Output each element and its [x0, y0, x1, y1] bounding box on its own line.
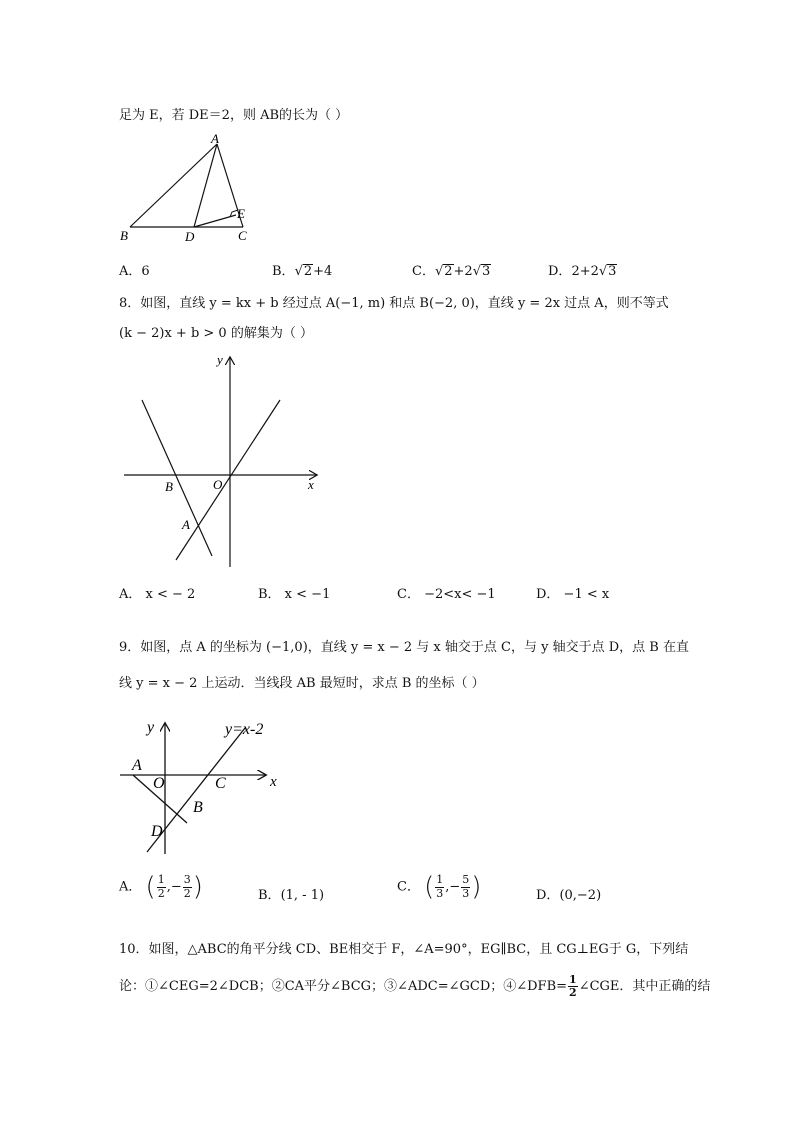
- q8-option-b[interactable]: B． x < −1: [258, 587, 331, 602]
- q10-line-2: 论：①∠CEG=2∠DCB；②CA平分∠BCG；③∠ADC=∠GCD；④∠DFB= $\frac{1}{2}$ ∠CGE．其中正确的结: [119, 973, 711, 1000]
- q9-label-b: B: [193, 799, 203, 816]
- q7-text: 足为 E，若 DE＝2，则 AB的长为（ ）: [119, 108, 349, 123]
- q9-graph-figure: [115, 712, 290, 858]
- q7-option-d[interactable]: D．2+2√3: [548, 264, 617, 279]
- q8-option-d[interactable]: D． −1 < x: [536, 587, 610, 602]
- q9-label-line: y=x-2: [225, 721, 264, 738]
- q7-option-c[interactable]: C．√2+2√3: [412, 264, 491, 279]
- q8-label-x: x: [308, 477, 314, 492]
- sqrt-sign: √: [472, 264, 481, 279]
- q9-label-d: D: [151, 823, 163, 840]
- q9-option-c[interactable]: C． ( $\frac{1}{3}$ ,− $\frac{5}{3}$ ): [397, 872, 482, 902]
- sqrt-sign: √: [434, 264, 444, 279]
- q8-line-2: (k − 2)x + b > 0 的解集为（ ）: [119, 326, 313, 341]
- q10-line-1: 10．如图，△ABC的角平分线 CD、BE相交于 F，∠A=90°，EG∥BC，且 CG⊥EG于 G，下列结: [119, 942, 689, 957]
- q9-label-c: C: [215, 775, 226, 792]
- q8-label-a: A: [182, 517, 190, 532]
- half-fraction: $\frac{1}{2}$: [569, 973, 577, 1000]
- q9-line-2: 线 y = x − 2 上运动．当线段 AB 最短时，求点 B 的坐标（ ）: [119, 676, 485, 691]
- q7-label-a: A: [211, 131, 219, 146]
- q8-option-c[interactable]: C． −2<x< −1: [397, 587, 496, 602]
- sqrt-sign: √: [598, 264, 608, 279]
- q8-line-1: 8．如图，直线 y = kx + b 经过点 A(−1, m) 和点 B(−2, 0)，直线 y = 2x 过点 A，则不等式: [119, 296, 669, 311]
- q9-option-d[interactable]: D．(0,−2): [536, 888, 602, 903]
- q7-option-b[interactable]: B．√2+4: [272, 264, 333, 279]
- sqrt-sign: √: [294, 264, 303, 279]
- q7-label-d: D: [185, 229, 195, 244]
- q7-triangle-figure: [112, 130, 262, 246]
- q8-option-a[interactable]: A． x < − 2: [119, 587, 196, 602]
- q7-label-c: C: [238, 228, 247, 243]
- q9-label-a: A: [132, 757, 142, 774]
- q8-label-o: O: [213, 477, 223, 492]
- q9-line-1: 9．如图，点 A 的坐标为 (−1,0)，直线 y = x − 2 与 x 轴交于点 C，与 y 轴交于点 D，点 B 在直: [119, 640, 689, 655]
- q8-label-b: B: [165, 479, 173, 494]
- q9-label-x: x: [270, 774, 277, 790]
- q8-graph-figure: [120, 350, 330, 572]
- q9-label-y: y: [147, 719, 155, 736]
- q9-option-b[interactable]: B．(1, - 1): [258, 888, 325, 903]
- q8-label-y: y: [217, 352, 223, 367]
- q7-option-a[interactable]: A．6: [119, 264, 150, 279]
- q9-option-a[interactable]: A． ( $\frac{1}{2}$ ,− $\frac{3}{2}$ ): [119, 872, 203, 902]
- q9-label-o: O: [153, 775, 165, 792]
- q7-label-b: B: [120, 228, 128, 243]
- q7-label-e: E: [237, 206, 245, 221]
